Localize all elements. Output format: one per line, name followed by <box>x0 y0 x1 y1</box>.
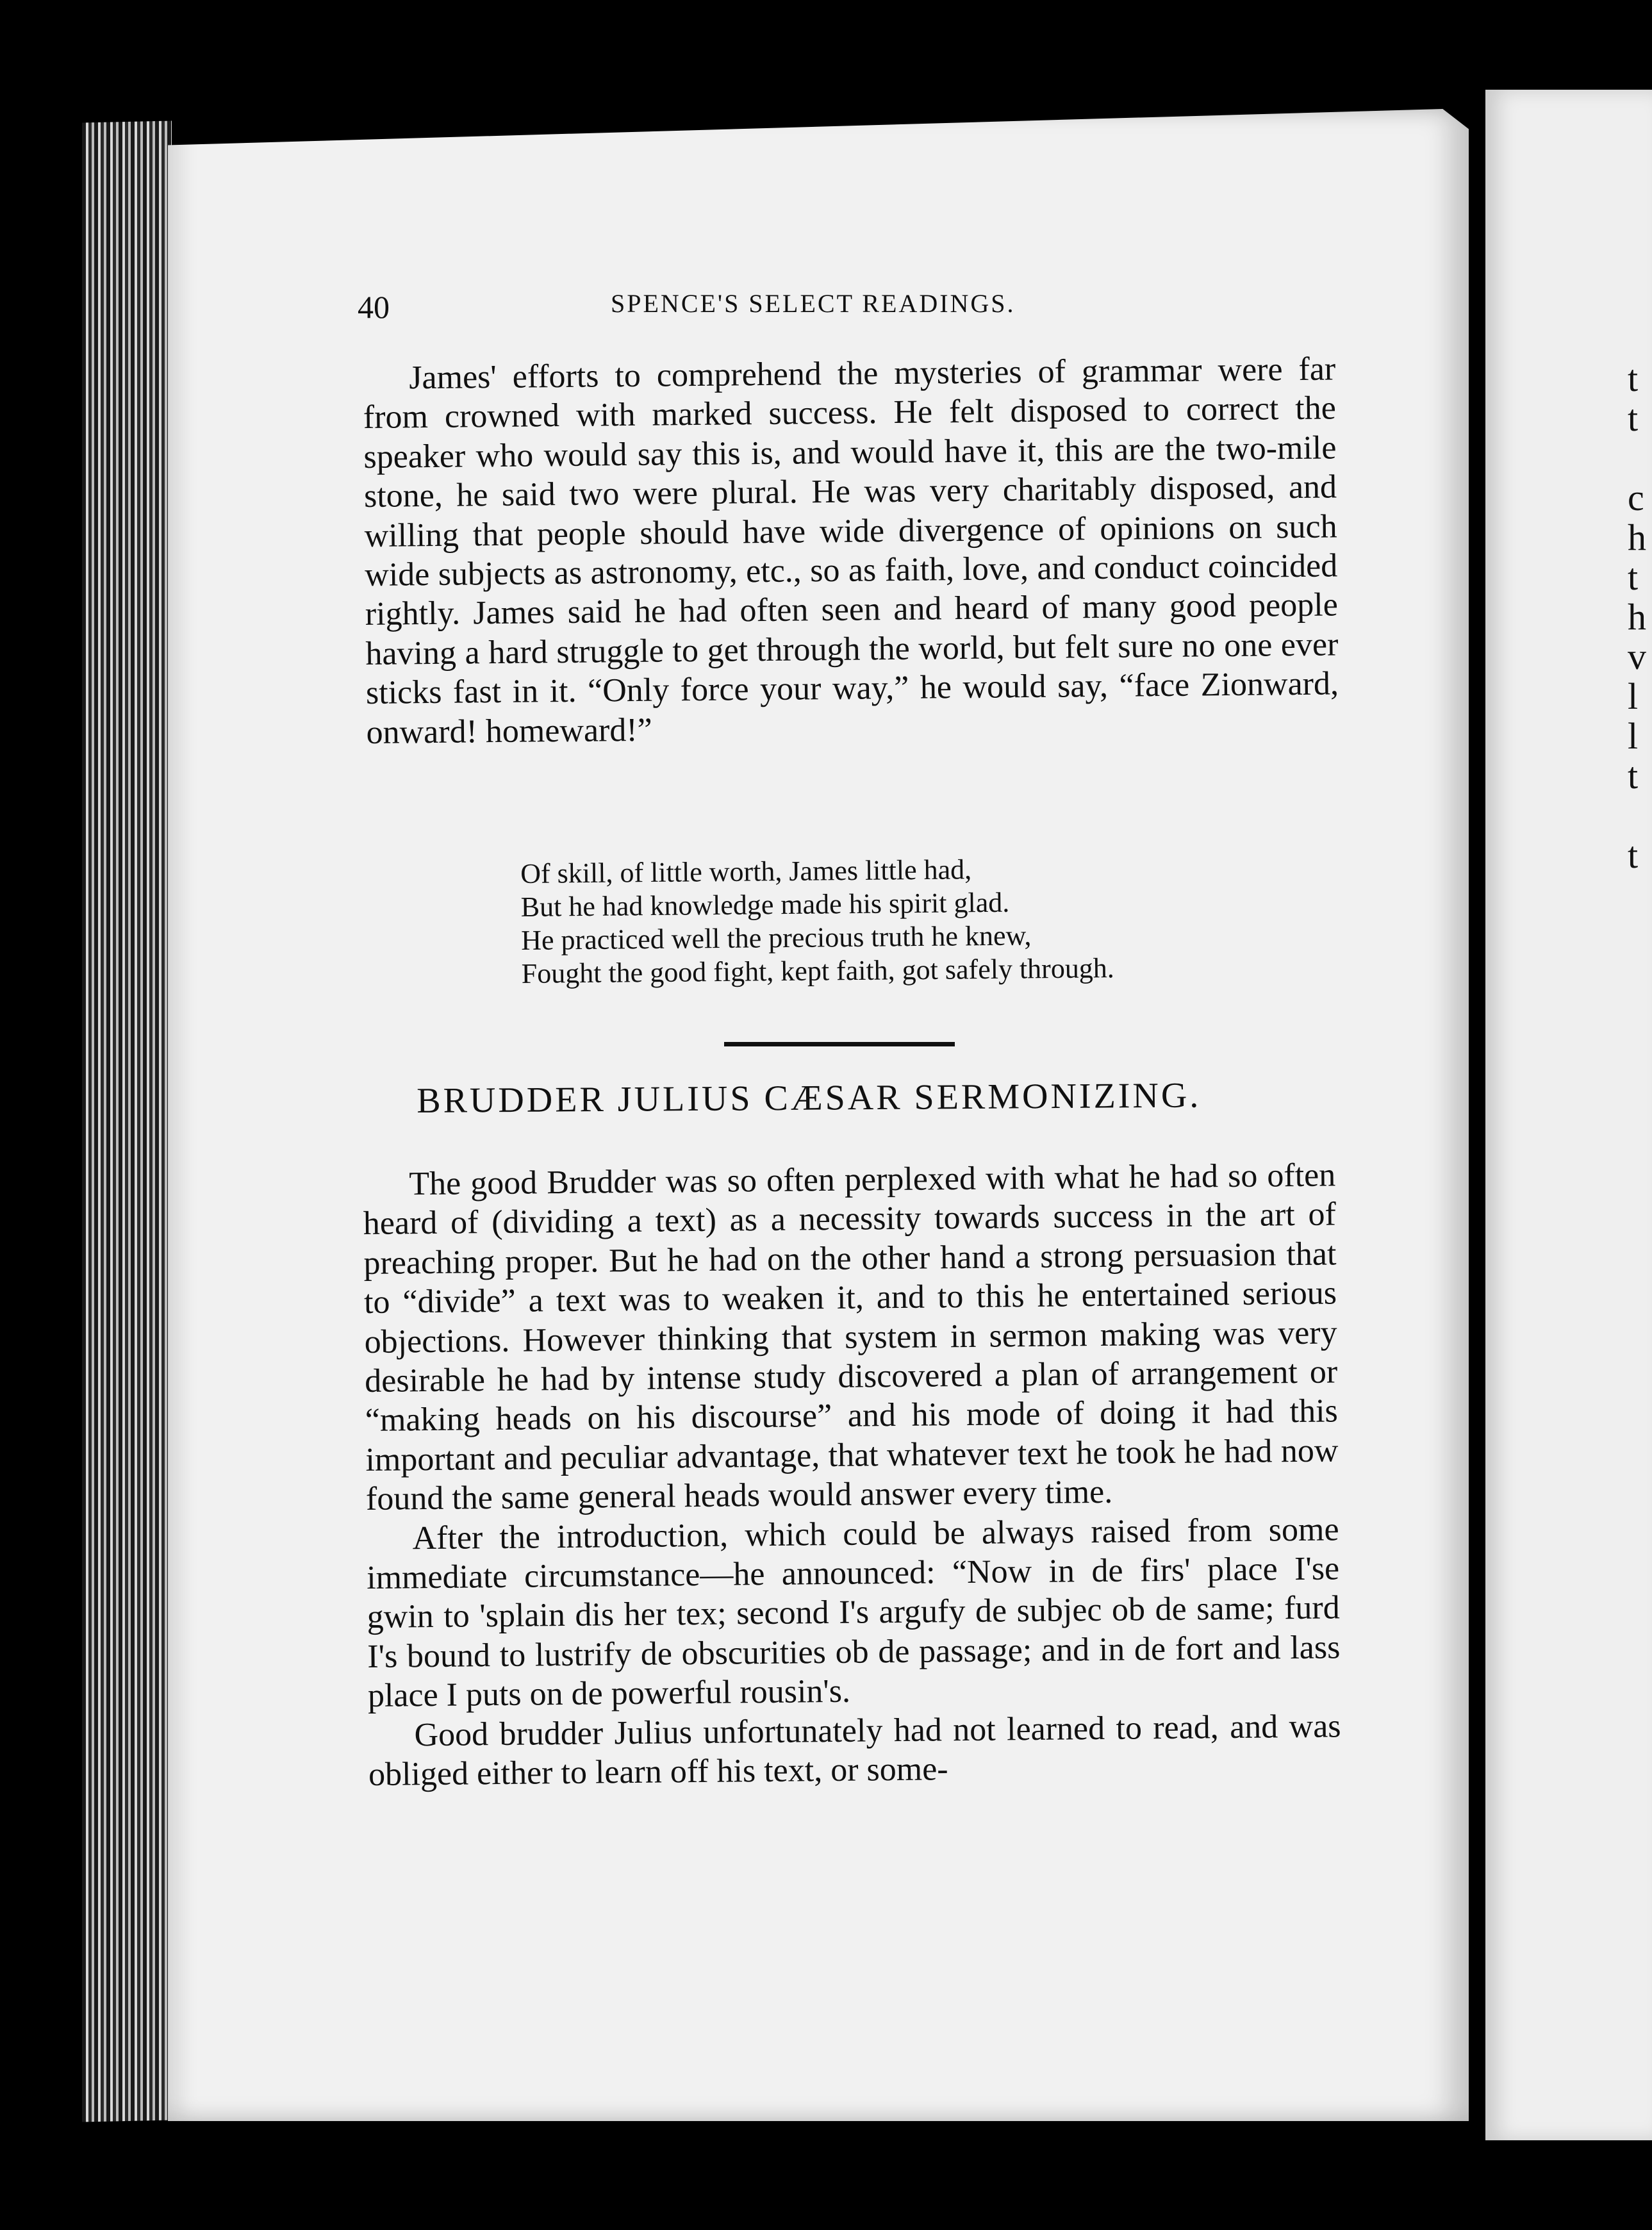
verse-stanza <box>520 850 1291 991</box>
facing-letter: h <box>1628 516 1646 558</box>
verse-line: But he had knowledge made his spirit glad. <box>520 886 1010 923</box>
facing-letter: t <box>1628 834 1639 876</box>
facing-page <box>1485 90 1652 2140</box>
book-page-edges <box>82 121 172 2122</box>
intro-paragraph: James' efforts to comprehend the mysteries of grammar were far from crowned with marked success. He felt disposed to correct the speaker who would say this is, and would have it, this are the two-mile stone, he said two were plural. He was very charitably disposed, and willing that people should have wide divergence of opinions on such wide subjects as astronomy, etc., so as faith, love, and conduct coincided rightly. James said he had often seen and heard of many good people having a hard struggle to get through the world, but felt sure no one ever sticks fast in it. “Only force your way,” he would say, “face Zionward, onward! homeward!” <box>363 351 1339 751</box>
section-divider <box>724 1042 955 1046</box>
facing-letter: t <box>1628 397 1639 439</box>
running-title: SPENCE'S SELECT READINGS. <box>611 289 1016 318</box>
facing-letter: t <box>1628 358 1639 399</box>
facing-letter: h <box>1628 596 1646 638</box>
facing-letter: c <box>1628 477 1644 518</box>
facing-letter: t <box>1628 755 1639 797</box>
facing-letter <box>1628 796 1646 836</box>
facing-letter: l <box>1628 715 1639 757</box>
facing-letter: t <box>1628 556 1639 598</box>
section-title: BRUDDER JULIUS CÆSAR SERMONIZING. <box>417 1075 1202 1121</box>
facing-letter: v <box>1628 636 1646 677</box>
intro-text <box>363 349 1339 752</box>
facing-letter <box>1628 438 1646 478</box>
body-paragraph: After the introduction, which could be always raised from some immediate circumstance—he announced: “Now in de firs' place I'se gwin to 'splain dis her tex; second I's argufy de subjec ob de same; furd I's bound to lustrify de obscurities ob de passage; and in de fort and lass place I puts on de powerful rousin's. <box>366 1511 1341 1715</box>
sermon-text <box>363 1155 1341 1794</box>
facing-letter: l <box>1628 675 1639 717</box>
body-paragraph: The good Brudder was so often perplexed with what he had so often heard of (dividing a text) as a necessity towards success in the art of preaching proper. But he had on the other hand a strong persuasion that to “divide” a text was to weaken it, and to this he entertained serious objections. However thinking that system in sermon making was very desirable he had by intense study discovered a plan of arrangement or “making heads on his discourse” and his mode of doing it had this important and peculiar advantage, that whatever text he took he had now found the same general heads would answer every time. <box>363 1157 1339 1518</box>
verse-line: Fought the good fight, kept faith, got safely through. <box>521 952 1115 989</box>
facing-page-fragments <box>1628 359 1646 875</box>
body-paragraph: Good brudder Julius unfortunately had not learned to read, and was obliged either to learn off his text, or some- <box>368 1708 1341 1794</box>
page-number: 40 <box>358 289 390 325</box>
verse-line: He practiced well the precious truth he knew, <box>521 920 1032 956</box>
verse-line: Of skill, of little worth, James little had, <box>520 854 972 889</box>
running-header <box>358 288 1319 333</box>
